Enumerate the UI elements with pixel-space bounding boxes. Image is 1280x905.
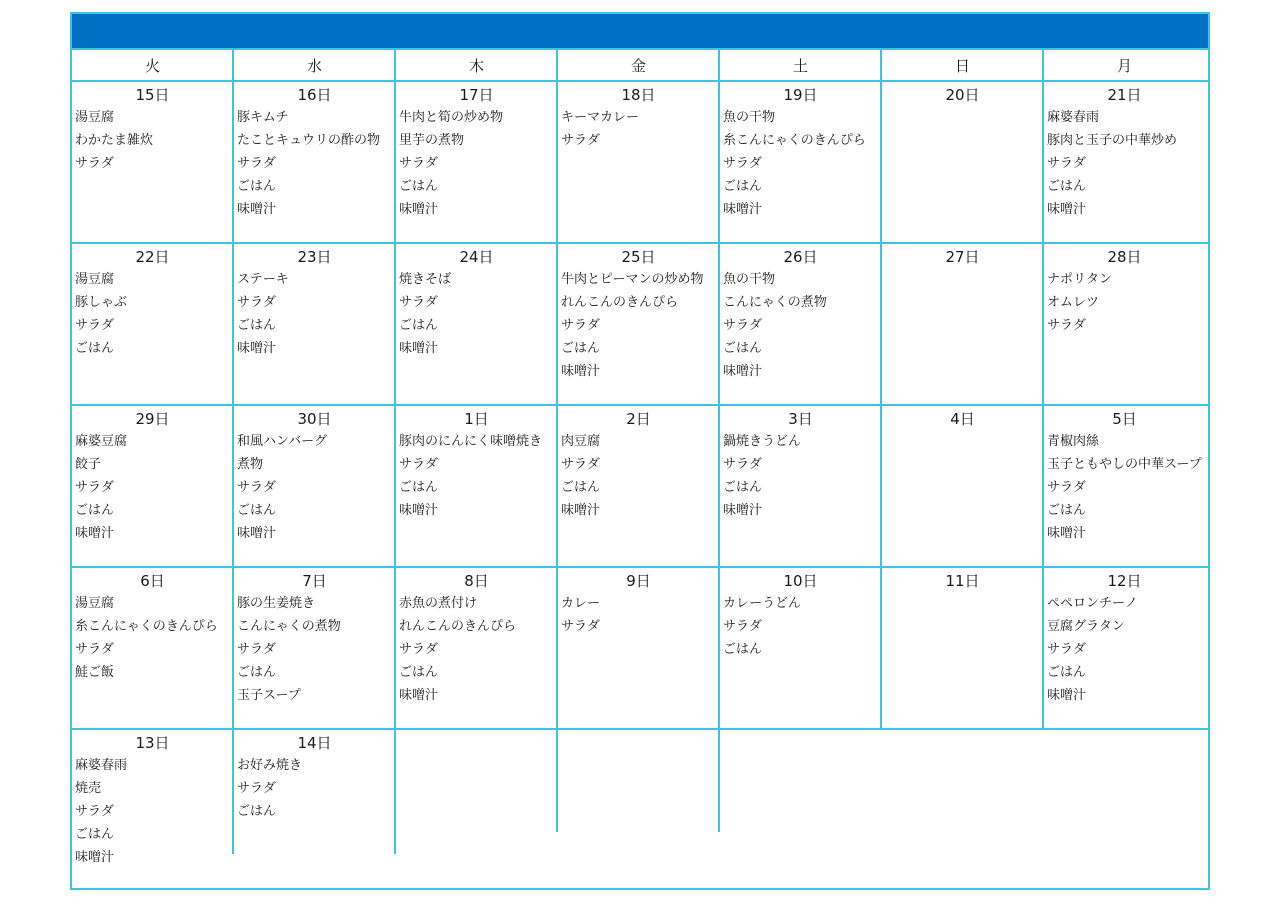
menu-item: 味噌汁 — [237, 202, 277, 217]
day-number: 29日 — [135, 410, 170, 428]
menu-item: 糸こんにゃくのきんぴら — [723, 133, 866, 148]
day-cell — [720, 406, 881, 566]
day-number: 24日 — [459, 248, 494, 266]
menu-calendar — [70, 12, 1210, 890]
menu-item: お好み焼き — [237, 758, 303, 773]
day-number: 27日 — [945, 248, 980, 266]
menu-list — [72, 268, 233, 360]
menu-item: 湯豆腐 — [75, 596, 115, 611]
menu-item: 味噌汁 — [1047, 526, 1087, 541]
menu-item: ごはん — [1047, 665, 1087, 680]
menu-item: 湯豆腐 — [75, 272, 115, 287]
menu-item: ごはん — [237, 503, 277, 518]
day-number: 18日 — [621, 86, 656, 104]
weekday-header: 金 — [630, 57, 646, 75]
menu-list — [558, 430, 719, 522]
menu-item: 麻婆春雨 — [75, 758, 128, 773]
menu-list — [396, 268, 557, 360]
menu-list — [1044, 430, 1205, 545]
day-number: 20日 — [945, 86, 980, 104]
day-cell — [396, 568, 557, 728]
menu-item: れんこんのきんぴら — [399, 619, 517, 634]
day-cell — [1044, 244, 1205, 404]
day-number: 5日 — [1112, 410, 1137, 428]
menu-item: ペペロンチーノ — [1047, 596, 1138, 611]
day-number: 14日 — [297, 734, 332, 752]
day-number: 17日 — [459, 86, 494, 104]
day-cell — [72, 244, 233, 404]
day-cell — [1044, 406, 1205, 566]
menu-item: サラダ — [75, 480, 114, 495]
menu-item: 魚の干物 — [723, 272, 776, 287]
calendar-header-banner — [72, 14, 1208, 50]
menu-item: サラダ — [237, 642, 276, 657]
menu-item: ごはん — [237, 179, 277, 194]
menu-item: 味噌汁 — [723, 364, 763, 379]
menu-item: サラダ — [723, 457, 762, 472]
day-cell — [1044, 82, 1205, 242]
menu-item: ごはん — [561, 480, 601, 495]
day-cell — [234, 730, 395, 890]
menu-item: 牛肉と筍の炒め物 — [399, 110, 504, 125]
menu-item: ごはん — [723, 341, 763, 356]
menu-item: 豚肉と玉子の中華炒め — [1047, 133, 1178, 148]
menu-item: ナポリタン — [1047, 272, 1113, 287]
day-cell — [720, 244, 881, 404]
weekday-header: 土 — [792, 57, 808, 75]
menu-item: 赤魚の煮付け — [399, 596, 478, 611]
menu-item: サラダ — [723, 156, 762, 171]
menu-item: サラダ — [723, 619, 762, 634]
menu-item: れんこんのきんぴら — [561, 295, 679, 310]
menu-list — [396, 106, 557, 221]
menu-item: サラダ — [1047, 480, 1086, 495]
weekday-header: 水 — [306, 57, 322, 75]
menu-item: わかたま雑炊 — [75, 133, 154, 148]
day-cell — [558, 568, 719, 728]
menu-item: 味噌汁 — [1047, 202, 1087, 217]
menu-item: 麻婆春雨 — [1047, 110, 1100, 125]
menu-item: サラダ — [1047, 642, 1086, 657]
menu-item: サラダ — [561, 619, 600, 634]
menu-list — [558, 106, 719, 152]
menu-item: たことキュウリの酢の物 — [237, 133, 381, 148]
day-number: 15日 — [135, 86, 170, 104]
menu-item: ステーキ — [237, 272, 289, 287]
weekday-header: 木 — [468, 57, 484, 75]
menu-item: カレー — [561, 596, 601, 611]
menu-item: サラダ — [75, 318, 114, 333]
day-cell — [882, 82, 1043, 242]
menu-item: ごはん — [75, 341, 115, 356]
menu-item: 味噌汁 — [399, 202, 439, 217]
menu-item: サラダ — [561, 318, 600, 333]
menu-item: 豚肉のにんにく味噌焼き — [399, 434, 543, 449]
menu-item: サラダ — [237, 781, 276, 796]
menu-list — [396, 430, 557, 522]
day-cell — [72, 406, 233, 566]
menu-list — [72, 592, 233, 684]
menu-list — [558, 268, 719, 383]
day-cell — [396, 244, 557, 404]
menu-item: ごはん — [723, 480, 763, 495]
day-cell — [720, 568, 881, 728]
weekday-header: 日 — [954, 57, 970, 75]
menu-item: 味噌汁 — [75, 526, 115, 541]
menu-item: 玉子ともやしの中華スープ — [1047, 457, 1202, 472]
menu-item: サラダ — [561, 133, 600, 148]
menu-item: 糸こんにゃくのきんぴら — [75, 619, 218, 634]
day-number: 11日 — [945, 572, 980, 590]
menu-item: 味噌汁 — [561, 364, 601, 379]
menu-item: ごはん — [723, 642, 763, 657]
menu-item: サラダ — [399, 642, 438, 657]
day-cell — [558, 406, 719, 566]
day-number: 21日 — [1107, 86, 1142, 104]
day-cell — [72, 82, 233, 242]
menu-item: 焼売 — [75, 781, 102, 796]
day-cell — [72, 730, 233, 890]
day-cell — [720, 82, 881, 242]
weekday-header: 火 — [144, 57, 160, 75]
menu-item: こんにゃくの煮物 — [723, 295, 827, 310]
menu-list — [396, 592, 557, 707]
day-number: 16日 — [297, 86, 332, 104]
menu-item: サラダ — [75, 156, 114, 171]
menu-item: サラダ — [1047, 156, 1086, 171]
menu-item: 麻婆豆腐 — [75, 434, 128, 449]
day-cell — [558, 82, 719, 242]
menu-item: 豚キムチ — [237, 110, 289, 125]
menu-item: サラダ — [399, 295, 438, 310]
day-number: 2日 — [626, 410, 651, 428]
day-number: 19日 — [783, 86, 818, 104]
menu-item: 味噌汁 — [1047, 688, 1087, 703]
menu-item: サラダ — [723, 318, 762, 333]
menu-item: 味噌汁 — [399, 688, 439, 703]
menu-item: ごはん — [399, 480, 439, 495]
menu-list — [234, 592, 395, 707]
menu-list — [234, 754, 395, 823]
day-cell — [234, 244, 395, 404]
day-cell — [234, 406, 395, 566]
menu-item: 餃子 — [75, 457, 102, 472]
day-cell — [882, 568, 1043, 728]
day-number: 22日 — [135, 248, 170, 266]
menu-list — [1044, 592, 1205, 707]
menu-item: ごはん — [75, 827, 115, 842]
day-cell — [1044, 568, 1205, 728]
menu-item: 味噌汁 — [723, 202, 763, 217]
day-number: 6日 — [140, 572, 165, 590]
menu-item: ごはん — [399, 665, 439, 680]
menu-item: 味噌汁 — [75, 850, 115, 865]
menu-item: 味噌汁 — [237, 341, 277, 356]
menu-item: 煮物 — [237, 457, 264, 472]
menu-item: 肉豆腐 — [561, 434, 601, 449]
menu-item: 豆腐グラタン — [1047, 619, 1125, 634]
menu-item: 味噌汁 — [561, 503, 601, 518]
menu-item: サラダ — [237, 295, 276, 310]
menu-item: ごはん — [75, 503, 115, 518]
menu-item: 鍋焼きうどん — [723, 434, 802, 449]
menu-item: 豚の生姜焼き — [237, 596, 316, 611]
day-number: 4日 — [950, 410, 975, 428]
menu-item: サラダ — [237, 156, 276, 171]
day-cell — [396, 406, 557, 566]
menu-item: オムレツ — [1047, 295, 1100, 310]
menu-list — [558, 592, 719, 638]
day-number: 9日 — [626, 572, 651, 590]
menu-item: サラダ — [399, 156, 438, 171]
menu-item: 魚の干物 — [723, 110, 776, 125]
day-number: 10日 — [783, 572, 818, 590]
menu-item: ごはん — [1047, 179, 1087, 194]
day-number: 28日 — [1107, 248, 1142, 266]
day-cell — [396, 82, 557, 242]
day-number: 13日 — [135, 734, 170, 752]
menu-list — [720, 106, 881, 221]
menu-item: 味噌汁 — [237, 526, 277, 541]
day-number: 3日 — [788, 410, 813, 428]
menu-item: ごはん — [1047, 503, 1087, 518]
menu-item: キーマカレー — [561, 110, 640, 125]
menu-item: 味噌汁 — [399, 503, 439, 518]
day-cell — [882, 406, 1043, 566]
menu-item: サラダ — [237, 480, 276, 495]
day-number: 23日 — [297, 248, 332, 266]
menu-list — [234, 430, 395, 545]
menu-item: サラダ — [75, 804, 114, 819]
menu-item: ごはん — [723, 179, 763, 194]
menu-item: サラダ — [399, 457, 438, 472]
day-number: 7日 — [302, 572, 327, 590]
menu-item: 和風ハンバーグ — [237, 434, 328, 449]
menu-list — [72, 754, 233, 869]
menu-item: 青椒肉絲 — [1047, 434, 1100, 449]
menu-item: 味噌汁 — [723, 503, 763, 518]
menu-list — [234, 268, 395, 360]
menu-item: サラダ — [1047, 318, 1086, 333]
menu-item: ごはん — [237, 804, 277, 819]
menu-list — [720, 430, 881, 522]
menu-list — [720, 592, 881, 661]
menu-item: サラダ — [75, 642, 114, 657]
menu-list — [1044, 268, 1205, 337]
day-number: 25日 — [621, 248, 656, 266]
menu-item: ごはん — [399, 318, 439, 333]
menu-list — [720, 268, 881, 383]
day-cell — [234, 82, 395, 242]
weekday-header: 月 — [1116, 57, 1132, 75]
day-number: 8日 — [464, 572, 489, 590]
menu-item: 焼きそば — [399, 272, 452, 287]
menu-item: カレーうどん — [723, 596, 802, 611]
menu-item: こんにゃくの煮物 — [237, 619, 341, 634]
menu-list — [1044, 106, 1205, 221]
day-number: 1日 — [464, 410, 489, 428]
menu-item: ごはん — [561, 341, 601, 356]
menu-item: 味噌汁 — [399, 341, 439, 356]
day-cell — [234, 568, 395, 728]
menu-item: 牛肉とピーマンの炒め物 — [561, 272, 704, 287]
menu-item: 豚しゃぶ — [75, 295, 128, 310]
day-number: 26日 — [783, 248, 818, 266]
menu-item: ごはん — [237, 318, 277, 333]
day-cell — [558, 244, 719, 404]
menu-item: 玉子スープ — [237, 688, 301, 703]
menu-item: ごはん — [237, 665, 277, 680]
day-cell — [72, 568, 233, 728]
day-cell — [882, 244, 1043, 404]
menu-list — [72, 106, 233, 175]
menu-item: 湯豆腐 — [75, 110, 115, 125]
day-number: 30日 — [297, 410, 332, 428]
menu-item: サラダ — [561, 457, 600, 472]
day-number: 12日 — [1107, 572, 1142, 590]
menu-list — [72, 430, 233, 545]
menu-list — [234, 106, 395, 221]
menu-item: ごはん — [399, 179, 439, 194]
menu-item: 里芋の煮物 — [399, 133, 465, 148]
menu-item: 鮭ご飯 — [75, 665, 115, 680]
